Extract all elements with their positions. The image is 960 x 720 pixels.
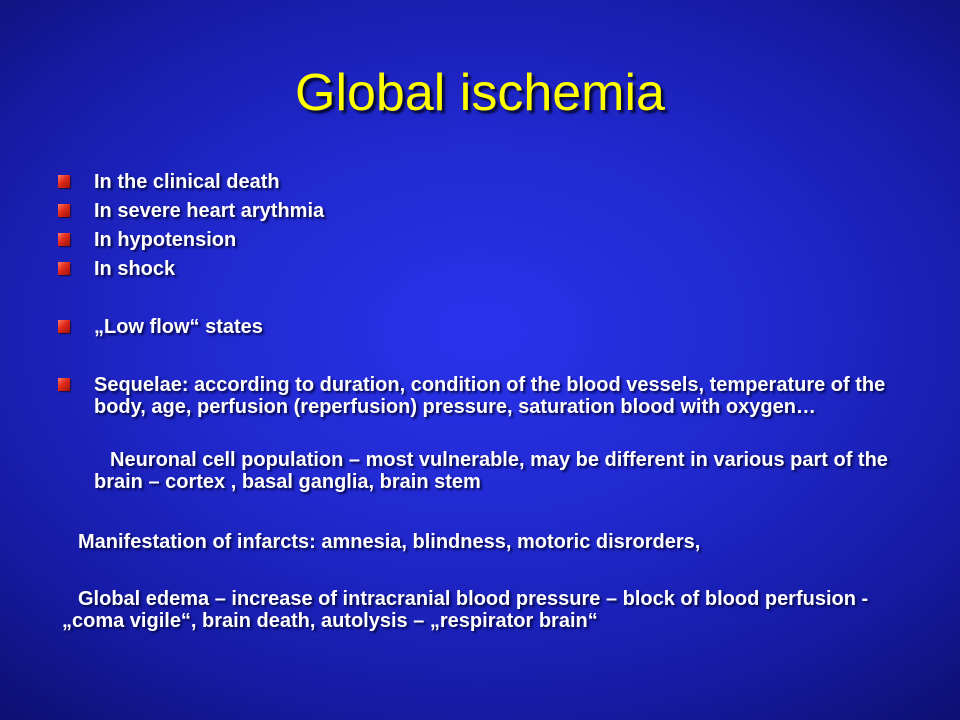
paragraph-manifestation-text: Manifestation of infarcts: amnesia, blindness, motoric disrorders, bbox=[78, 531, 701, 553]
paragraph-edema bbox=[62, 588, 902, 632]
bullet-marker bbox=[58, 320, 70, 333]
bullet-item: In hypotension bbox=[94, 229, 237, 251]
slide-title: Global ischemia bbox=[295, 64, 665, 122]
bullet-marker bbox=[58, 204, 70, 217]
paragraph-neuronal bbox=[94, 449, 934, 493]
bullet-item: In shock bbox=[94, 258, 176, 280]
bullet-item: Sequelae: according to duration, condition of the blood vessels, temperature of the body, age, perfusion (reperfusion) pressure, saturation blood with oxygen… bbox=[94, 374, 886, 418]
bullet-marker bbox=[58, 233, 70, 246]
bullet-marker bbox=[58, 262, 70, 275]
paragraph-neuronal-text: Neuronal cell population – most vulnerable, may be different in various part of the brain – cortex , basal ganglia, brain stem bbox=[94, 449, 888, 493]
bullet-item: In the clinical death bbox=[94, 171, 280, 193]
paragraph-manifestation bbox=[62, 531, 902, 553]
paragraph-edema-text: Global edema – increase of intracranial blood pressure – block of blood perfusion - „coma vigile“, brain death, autolysis – „respirator brain“ bbox=[62, 588, 869, 632]
bullet-marker bbox=[58, 378, 70, 391]
bullet-marker bbox=[58, 175, 70, 188]
bullet-item: „Low flow“ states bbox=[94, 316, 263, 338]
bullet-item: In severe heart arythmia bbox=[94, 200, 325, 222]
